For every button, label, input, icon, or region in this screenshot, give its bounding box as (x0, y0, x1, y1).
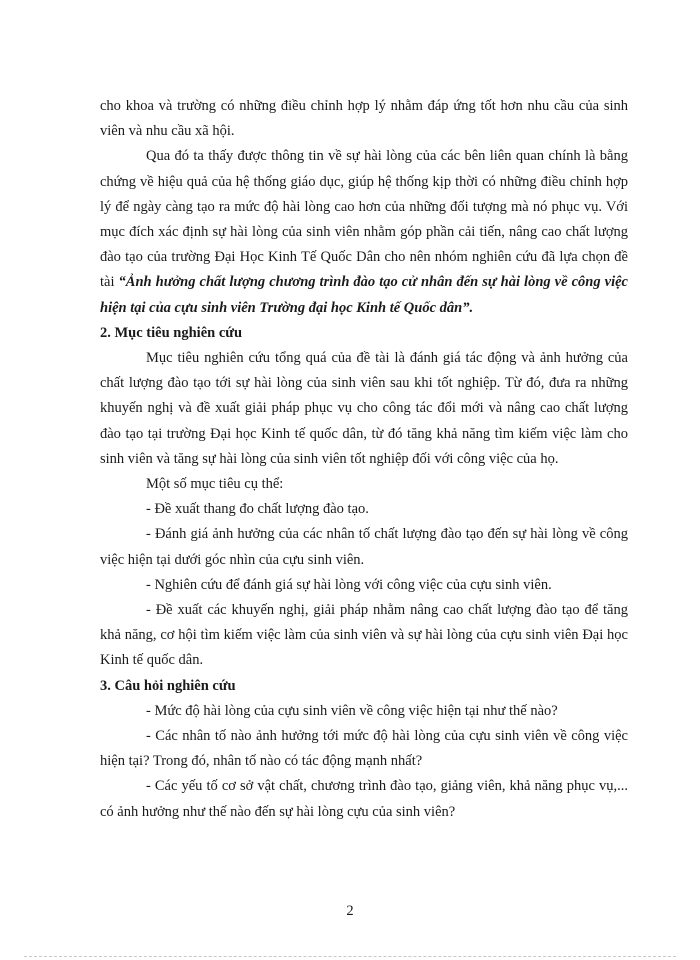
paragraph-general-objective: Mục tiêu nghiên cứu tổng quá của đề tài là đánh giá tác động và ảnh hưởng của chất lượng đào tạo tới sự hài lòng của sinh viên sau khi tốt nghiệp. Từ đó, đưa ra những khuyến nghị và đề xuất giải pháp phục vụ cho công tác đổi mới và nâng cao chất lượng đào tạo tại trường Đại học Kinh tế quốc dân, từ đó tăng khả năng tìm kiếm việc làm cho sinh viên và tăng sự hài lòng của sinh viên tốt nghiệp đối với công việc của họ. (100, 350, 628, 467)
list-item-question: - Mức độ hài lòng của cựu sinh viên về công việc hiện tại như thế nào? (146, 702, 558, 719)
paragraph-topic-selection (100, 144, 628, 320)
list-item-question: - Các nhân tố nào ảnh hưởng tới mức độ hài lòng của cựu sinh viên về công việc hiện tại? Trong đó, nhân tố nào có tác động mạnh nhất? (100, 728, 628, 770)
list-item-question: - Các yếu tố cơ sở vật chất, chương trình đào tạo, giảng viên, khả năng phục vụ,... có ảnh hưởng như thế nào đến sự hài lòng cựu của sinh viên? (100, 778, 628, 820)
list-item-objective: - Đánh giá ảnh hưởng của các nhân tố chất lượng đào tạo đến sự hài lòng về công việc hiện tại dưới góc nhìn của cựu sinh viên. (100, 526, 628, 568)
list-item-objective: - Nghiên cứu để đánh giá sự hài lòng với công việc của cựu sinh viên. (146, 576, 552, 593)
page-body (100, 94, 628, 825)
section-heading-research-questions: 3. Câu hỏi nghiên cứu (100, 677, 236, 694)
paragraph-continuation: cho khoa và trường có những điều chỉnh hợp lý nhằm đáp ứng tốt hơn nhu cầu của sinh viên và nhu cầu xã hội. (100, 98, 628, 140)
section-heading-objectives: 2. Mục tiêu nghiên cứu (100, 324, 243, 341)
list-item-objective: - Đề xuất thang đo chất lượng đào tạo. (146, 501, 369, 518)
thesis-title: “Ảnh hưởng chất lượng chương trình đào tạo cử nhân đến sự hài lòng về công việc hiện tại của cựu sinh viên Trường đại học Kinh tế Quốc dân”. (100, 274, 628, 316)
list-item-objective: - Đề xuất các khuyến nghị, giải pháp nhằm nâng cao chất lượng đào tạo để tăng khả năng, cơ hội tìm kiếm việc làm của sinh viên và sự hài lòng của cựu sinh viên Đại học Kinh tế quốc dân. (100, 602, 628, 669)
paragraph-text: Qua đó ta thấy được thông tin về sự hài lòng của các bên liên quan chính là bằng chứng về hiệu quả của hệ thống giáo dục, giúp hệ thống kịp thời có những điều chỉnh hợp lý để ngày càng tạo ra mức độ hài lòng cao hơn của những đối tượng mà nó phục vụ. Với mục đích xác định sự hài lòng của sinh viên nhằm góp phần cải tiến, nâng cao chất lượng đào tạo của trường Đại Học Kinh Tế Quốc Dân cho nên nhóm nghiên cứu đã lựa chọn đề tài (100, 148, 628, 291)
page-break-divider (24, 956, 676, 957)
paragraph-specific-objectives-intro: Một số mục tiêu cụ thể: (146, 476, 284, 493)
page-number: 2 (346, 903, 354, 919)
